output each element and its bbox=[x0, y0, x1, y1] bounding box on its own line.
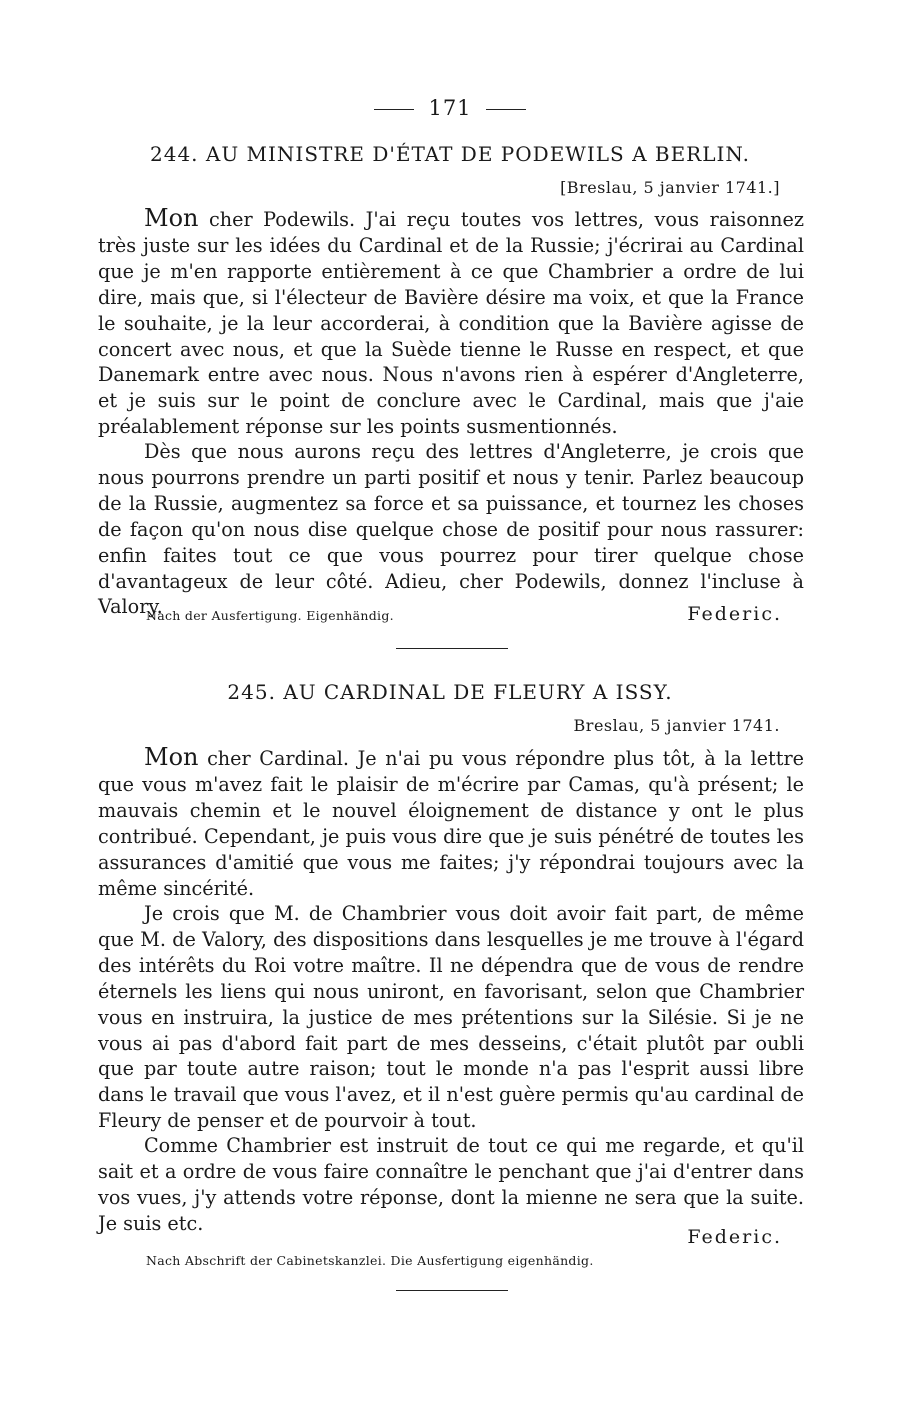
letter-244-paragraph-2: Dès que nous aurons reçu des lettres d'Angleterre, je crois que nous pourrons prendre un parti positif et nous y tenir. Parlez beaucoup de la Russie, augmentez sa force et sa puissance, et tournez les choses de façon qu'on nous dise quelque chose de positif pour nous rassurer: enfin faites tout ce que vous pourrez pour tirer quelque chose d'avantageux de leur côté. Adieu, cher Podewils, donnez l'incluse à Valory. bbox=[98, 440, 804, 619]
letter-245-date: Breslau, 5 janvier 1741. bbox=[573, 716, 780, 735]
page-number-dash-right bbox=[486, 109, 526, 110]
page-number bbox=[0, 96, 900, 120]
letter-245-signature: Federic. bbox=[687, 1226, 782, 1248]
letter-245-initial-word: Mon bbox=[144, 743, 199, 771]
section-divider-bottom bbox=[396, 1290, 508, 1291]
page-number-dash-left bbox=[374, 109, 414, 110]
letter-244-paragraph-1-text: cher Podewils. J'ai reçu toutes vos lettres, vous raisonnez très juste sur les idées du Cardinal et de la Russie; j'écrirai au Cardinal que je m'en rapporte entièrement à ce que Chambrier a ordre de lui dire, mais que, si l'électeur de Bavière désire ma voix, et que la France le souhaite, je la leur accorderai, à condition que la Bavière agisse de concert avec nous, et que la Suède tienne le Russe en respect, et que Danemark entre avec nous. Nous n'avons rien à espérer d'Angleterre, et je suis sur le point de conclure avec le Cardinal, mais que j'aie préalablement réponse sur les points susmentionnés. bbox=[98, 208, 804, 439]
letter-244-date: [Breslau, 5 janvier 1741.] bbox=[560, 178, 780, 197]
letter-245-paragraph-1-text: cher Cardinal. Je n'ai pu vous répondre plus tôt, à la lettre que vous m'avez fait le plaisir de m'écrire par Camas, qu'à présent; le mauvais chemin et le nouvel éloignement de distance y ont le plus contribué. Cependant, je puis vous dire que je suis pénétré de toutes les assurances d'amitié que vous me faites; j'y répondrai toujours avec la même sincérité. bbox=[98, 747, 804, 900]
letter-244-source-note: Nach der Ausfertigung. Eigenhändig. bbox=[146, 608, 394, 623]
page-number-text: 171 bbox=[428, 96, 472, 120]
letter-244-heading: 244. AU MINISTRE D'ÉTAT DE PODEWILS A BERLIN. bbox=[150, 142, 750, 166]
letter-245-paragraph-2: Je crois que M. de Chambrier vous doit avoir fait part, de même que M. de Valory, des dispositions dans lesquelles je me trouve à l'égard des intérêts du Roi votre maître. Il ne dépendra que de vous de rendre éternels les liens qui nous uniront, en favorisant, selon que Chambrier vous en instruira, la justice de mes prétentions sur la Silésie. Si je ne vous ai pas d'abord fait part de mes desseins, c'était plutôt par oubli que par toute autre raison; tout le monde n'a pas l'esprit aussi libre dans le travail que vous l'avez, et il n'est guère permis qu'au cardinal de Fleury de penser et de pourvoir à tout. bbox=[98, 902, 804, 1133]
letter-245-source-note: Nach Abschrift der Cabinetskanzlei. Die Ausfertigung eigenhändig. bbox=[146, 1253, 594, 1268]
letter-244-signature: Federic. bbox=[687, 603, 782, 625]
section-divider bbox=[396, 648, 508, 649]
letter-244-initial-word: Mon bbox=[144, 204, 199, 232]
letter-245-heading: 245. AU CARDINAL DE FLEURY A ISSY. bbox=[227, 680, 673, 704]
letter-245-paragraph-1 bbox=[98, 745, 804, 901]
letter-245-paragraph-3: Comme Chambrier est instruit de tout ce qui me regarde, et qu'il sait et a ordre de vous faire connaître le penchant que j'ai d'entrer dans vos vues, j'y attends votre réponse, dont la mienne ne sera que la suite. Je suis etc. bbox=[98, 1134, 804, 1235]
letter-244-paragraph-1 bbox=[98, 206, 804, 440]
